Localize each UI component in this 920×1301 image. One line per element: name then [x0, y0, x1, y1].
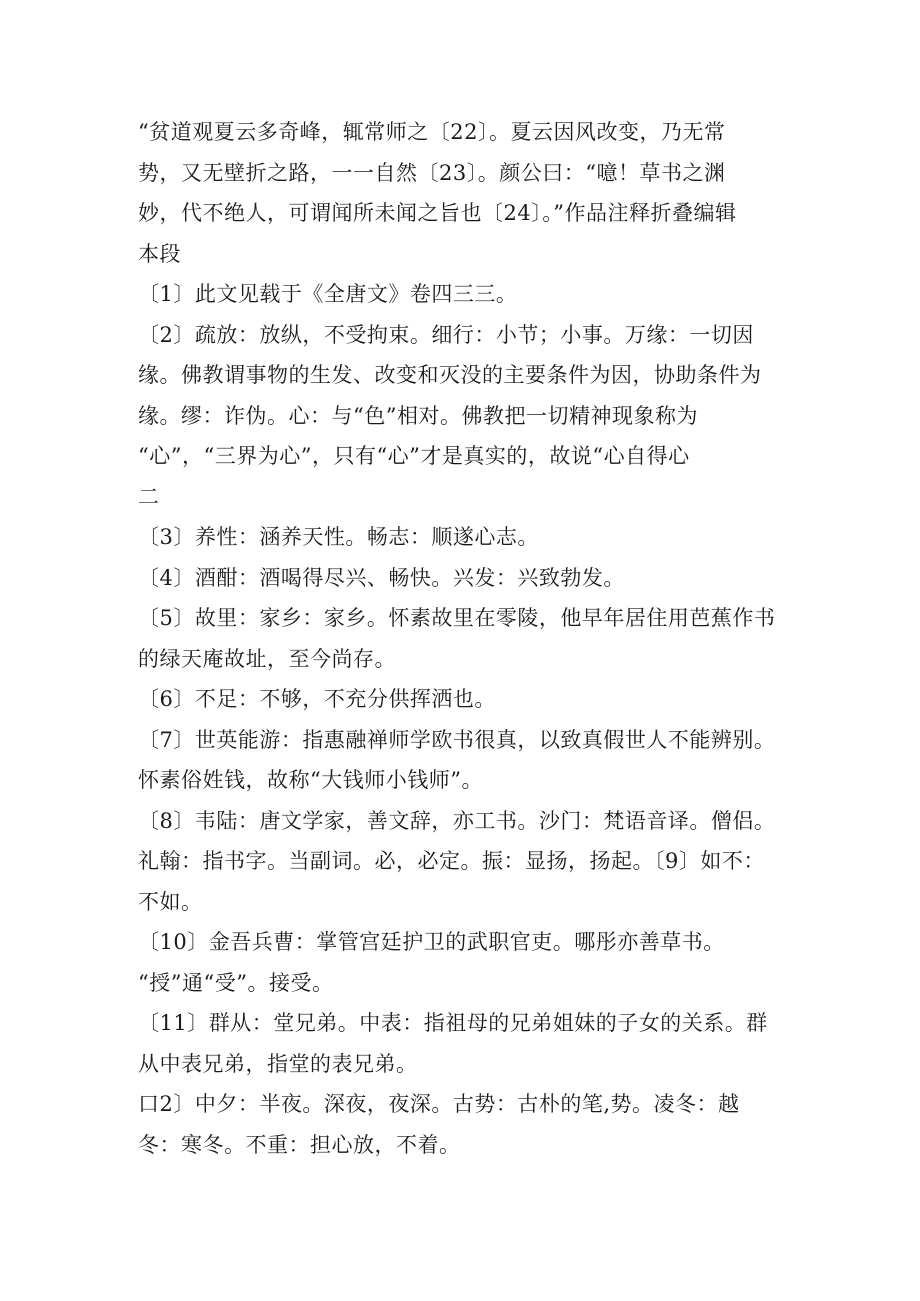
- text-line-2: 势，又无壁折之路，一一自然〔23〕。颜公曰：“噫！草书之渊: [138, 160, 726, 185]
- note-2-line-3: 缘。缪：诈伪。心：与“色”相对。佛教把一切精神现象称为: [138, 403, 698, 428]
- note-2-line-4: “心”，“三界为心”，只有“心”才是真实的，故说“心自得心: [138, 444, 690, 468]
- note-1: 〔1〕此文见载于《全唐文》卷四三三。: [138, 282, 518, 306]
- note-7-line-1: 〔7〕世英能游：指惠融禅师学欧书很真，以致真假世人不能辨别。: [138, 727, 776, 752]
- note-5-line-1: 〔5〕故里：家乡：家乡。怀素故里在零陵，他早年居住用芭蕉作书: [138, 606, 776, 630]
- note-11-line-1: 〔11〕群从：堂兄弟。中表：指祖母的兄弟姐妹的子女的关系。群: [138, 1011, 768, 1035]
- note-12-line-1: 口2〕中夕：半夜。深夜，夜深。古势：古朴的笔,势。凌冬：越: [138, 1092, 740, 1116]
- text-line-1: “贫道观夏云多奇峰，辄常师之〔22〕。夏云因风改变，乃无常: [138, 120, 726, 144]
- note-2-line-1: 〔2〕疏放：放纵，不受拘束。细行：小节；小事。万缘：一切因: [138, 322, 754, 347]
- text-line-3: 妙，代不绝人，可谓闻所未闻之旨也〔24〕。”作品注释折叠编辑: [138, 201, 737, 225]
- note-8-line-2: 礼翰：指书字。当副词。必，必定。振：显扬，扬起。〔9〕如不：: [138, 849, 765, 873]
- note-2-line-2: 缘。佛教谓事物的生发、改变和灭没的主要条件为因，协助条件为: [138, 363, 762, 387]
- note-5-line-2: 的绿天庵故址，至今尚存。: [138, 646, 396, 671]
- note-12-line-2: 冬：寒冬。不重：担心放，不着。: [138, 1132, 461, 1157]
- note-10-line-1: 〔10〕金吾兵曹：掌管宫廷护卫的武职官吏。哪彤亦善草书。: [138, 930, 725, 954]
- note-7-line-2: 怀素俗姓钱，故称“大钱师小钱师”。: [138, 768, 483, 792]
- text-line-4: 本段: [138, 241, 181, 266]
- note-3: 〔3〕养性：涵养天性。畅志：顺遂心志。: [138, 525, 539, 549]
- note-11-line-2: 从中表兄弟，指堂的表兄弟。: [138, 1051, 418, 1076]
- document-body: [138, 112, 798, 1165]
- note-9-line: 不如。: [138, 889, 203, 914]
- note-10-line-2: “授”通“受”。接受。: [138, 970, 334, 995]
- note-2-line-5: 二: [138, 484, 160, 509]
- note-6: 〔6〕不足：不够，不充分供挥洒也。: [138, 687, 496, 711]
- note-4: 〔4〕酒酣：酒喝得尽兴、畅快。兴发：兴致勃发。: [138, 565, 625, 590]
- note-8-line-1: 〔8〕韦陆：唐文学家，善文辞，亦工书。沙门：梵语音译。僧侣。: [138, 808, 776, 833]
